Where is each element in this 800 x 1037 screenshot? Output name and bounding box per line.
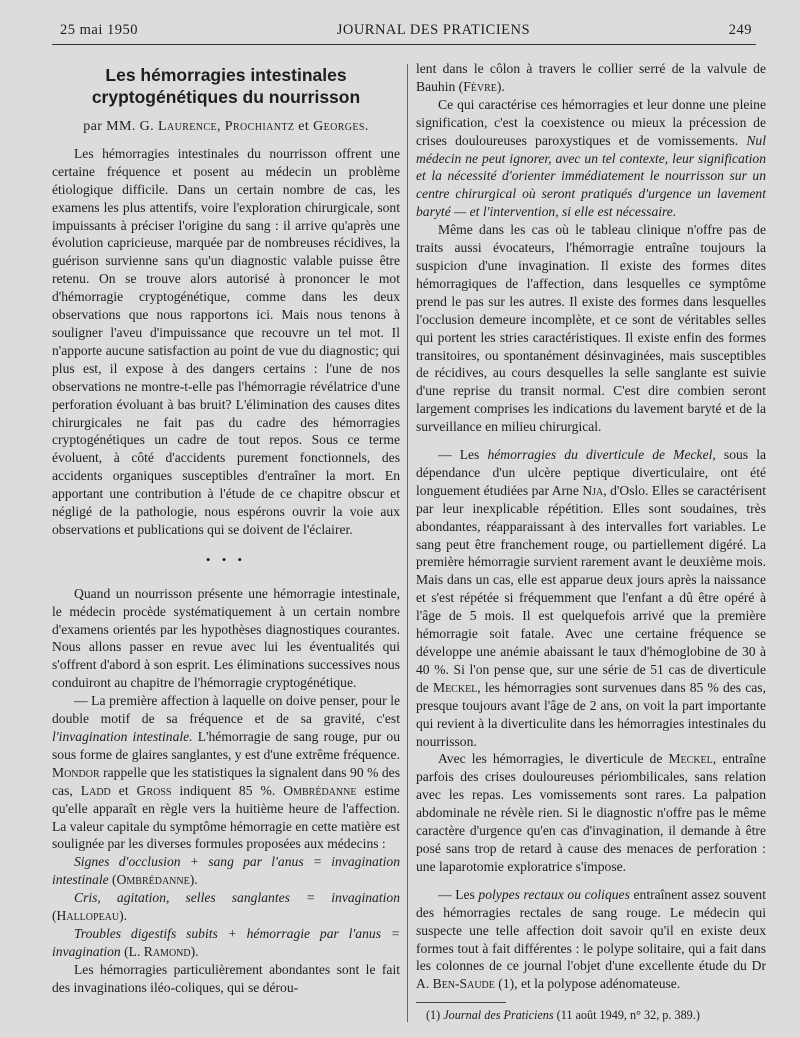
byline-and: et [298, 119, 310, 134]
text: Ce qui caractérise ces hémorragies et leur donne une pleine signification, c'est la coexistence ou mieux la précession de crises douloureuses paroxystiques et de vomissements. [416, 96, 766, 148]
paragraph-clinical-forms: Même dans les cas où le tableau clinique n'offre pas de traits aussi évocateurs, l'hémorragie entraîne toujours la suspicion d'une invagination. Il existe des formes dites hémorragiques de l'affection, dans lesquelles ce symptôme prend le pas sur les autres. Il existe des formes dans lesquelles l'occlusion demeure incomplète, et ce sont de véritables selles qui portent les stries caractéristiques. Il existe enfin des formes transitoires, ou spontanément désinvaginées, mais susceptibles de récidives, au cours desquelles la selle sanglante est suivie d'une reprise du transit normal. C'est dire combien seront largement comprises les indications du lavement baryté et de la surveillance en milieu chirurgical. [416, 222, 766, 435]
text: et [118, 782, 129, 798]
byline-prefix: par MM. G. [83, 119, 155, 134]
term-meckel-name: Meckel [432, 679, 478, 695]
footnote-reference: (11 août 1949, n° 32, p. 389.) [556, 1008, 700, 1023]
paragraph-signification [416, 96, 766, 221]
title-line-2: cryptogénétiques du nourrisson [91, 87, 361, 107]
paragraph-invagination [52, 692, 400, 853]
paragraph-continuation [416, 60, 766, 96]
term-invagination: l'invagination intestinale. [52, 729, 193, 744]
text: — Les [438, 886, 475, 902]
spacer [416, 436, 766, 446]
text: — Les [438, 447, 480, 463]
footnote-journal: Journal des Praticiens [443, 1008, 554, 1023]
emphasis-text: Nul médecin ne peut ignorer, avec un tel contexte, leur signification et la nécessité d'orienter immédiatement le nourrisson sur un centre chirurgical où seront pratiqués d'urgence un lavement baryté — et l'intervention, si elle est nécessaire. [416, 132, 766, 220]
text: rappelle que les statistiques la signalent dans 90 % des cas, [52, 764, 400, 798]
author-ladd: Ladd [80, 782, 111, 798]
term-polyps: polypes rectaux ou coliques [478, 886, 630, 902]
author-ombredanne: Ombrédanne [283, 782, 357, 798]
paragraph-polyps [416, 886, 766, 993]
formula-hallopeau [52, 889, 400, 925]
intro-paragraph: Les hémorragies intestinales du nourrisson offrent une certaine fréquence et posent au médecin un problème étiologique difficile. Dans un certain nombre de cas, les examens les plus attentifs, voire l'exploration chirurgicale, sont impuissants à préciser l'origine du sang : il arrive qu'après une évolution capricieuse, marquée par de nombreuses récidives, la guérison survienne sans qu'un diagnostic valable puisse être retenu. On se trouve alors autorisé à prononcer le mot d'hémorragie cryptogénétique, comme dans les deux observations que nous rapportons ici. Mais nous tenons à souligner l'aveu d'impuissance que recouvre un tel mot. Il n'apporte aucune satisfaction au point de vue du diagnostic; qui plus est, il expose à des dangers certains : l'une de nos observations ne montre-t-elle pas l'hémorragie révélatrice d'une perforation évoluant à bas bruit? L'élimination des causes dites chirurgicales ne fait pas du cadre des hémorragies cryptogénétiques un cadre de tout repos. Sous ce terme évoluent, à côté d'accidents purement fonctionnels, des accidents organiques susceptibles d'entraîner la mort. En apportant une contribution à l'étude de ce chapitre obscur et négligé de la pathologie, nous espérons ouvrir la voie aux observations et publications qui se doivent de l'éclairer. [52, 145, 400, 537]
paragraph-meckel [416, 446, 766, 750]
formula-ramond [52, 925, 400, 961]
text: indiquent 85 %. [179, 782, 276, 798]
footnote-rule [416, 1002, 506, 1003]
spacer [416, 876, 766, 886]
issue-date: 25 mai 1950 [60, 22, 138, 38]
formula-source: (Hallopeau). [52, 908, 128, 924]
footnote [416, 1008, 766, 1023]
formula-source: (L. Ramond). [124, 943, 199, 959]
title-line-1: Les hémorragies intestinales [105, 65, 347, 85]
author-prochiantz: Prochiantz [224, 119, 295, 134]
article-title [52, 64, 400, 108]
author-mondor: Mondor [52, 764, 100, 780]
author-ben-saude: Ben-Saude [432, 976, 495, 992]
text: L'hémorragie de sang rouge, pur ou sous forme de glaires sanglantes, y est d'une extrême fréquence. [52, 729, 400, 762]
formula-ombredanne [52, 853, 400, 889]
text: sous la dépendance d'un ulcère peptique diverticulaire, ont été longuement étudiées par Arne [416, 447, 766, 498]
right-column [416, 60, 766, 1023]
text: , entraîne parfois des crises douloureuses périombilicales, sans relation avec les repas. Les vomissements sont rares. La palpation abdominale ne révèle rien. Si le diagnostic n'offre pas le même caractère d'urgence qu'en cas d'invagination, il demande à être posé sans trop de retard à cause des menaces de perforation : une laparotomie exploratrice s'impose. [416, 751, 766, 874]
left-column [52, 60, 400, 997]
text: Avec les hémorragies, le diverticule de [438, 751, 663, 767]
text: (1), et la polypose adénomateuse. [498, 976, 681, 992]
author-laurence: Laurence [158, 119, 217, 134]
paragraph-meckel-symptoms [416, 750, 766, 875]
section-separator: • • • [205, 551, 247, 567]
journal-name: JOURNAL DES PRATICIENS [336, 22, 531, 38]
author-fevre: Fèvre [463, 78, 497, 94]
text: , d'Oslo. Elles se caractérisent par leur inexplicable répétition. Elles sont soudaines, très abondantes, réapparaissant à des intervalles fort variables. Le sang peut être franchement rouge, ou partiellement digéré. La première hémorragie survient rarement avant le deuxième mois. Mais dans un cas, elle est apparue deux jours après la naissance et s'est répétée si fréquemment que l'enfant a dû être opéré à l'âge de 5 mois. Il est quelquefois arrivé que la première hémorragie soit fatale. Avec une certaine fréquence se développe une anémie abaissant le taux d'hémoglobine de 30 à 40 %. Si l'on pense que, sur une série de 51 cas de diverticule de [416, 482, 767, 695]
column-divider [407, 64, 408, 1022]
formula-source: (Ombrédanne). [112, 872, 198, 888]
text: lent dans le côlon à travers le collier serré de la valvule de Bauhin ( [416, 61, 766, 94]
paragraph-diagnostic-approach: Quand un nourrisson présente une hémorragie intestinale, le médecin procède systématiquement à un certain nombre d'examens orientés par les hypothèses diagnostiques courantes. Nous allons passer en revue avec lui les éventualités qui s'offrent d'abord à son esprit. Les éliminations successives nous conduiront au chapitre de l'hémorragie cryptogénétique. [52, 585, 400, 691]
footnote-marker: (1) [426, 1008, 441, 1023]
paragraph-abundant-hemorrhages: Les hémorragies particulièrement abondantes sont le fait des invaginations iléo-coliques, qui se dérou- [52, 961, 400, 995]
header-rule [52, 44, 756, 45]
text: estime qu'elle apparaît en règle vers la huitième heure de l'affection. La valeur capitale du symptôme hémorragie en cette matière est soulignée par les diverses formules proposées aux médecins : [52, 782, 400, 852]
author-nja: Nja [582, 482, 604, 498]
term-meckel: hémorragies du diverticule de Meckel, [487, 447, 716, 463]
formula-text: Signes d'occlusion + sang par l'anus = invagination intestinale [52, 854, 400, 888]
text: ). [496, 78, 505, 94]
page-number: 249 [728, 22, 752, 38]
formula-text: Cris, agitation, selles sanglantes = invagination [74, 890, 400, 906]
byline: par MM. G. Laurence, Prochiantz et Georges. [83, 119, 369, 134]
text: — La première affection à laquelle on doive penser, pour le double motif de sa fréquence et de sa gravité, c'est [52, 693, 400, 727]
running-head [60, 22, 752, 39]
formula-text: Troubles digestifs subits + hémorragie par l'anus = invagination [52, 925, 400, 959]
term-meckel-name: Meckel [668, 751, 713, 767]
text: entraînent assez souvent des hémorragies rectales de sang rouge. Le médecin qui suspecte une telle affection doit savoir qu'il en existe deux formes tout à fait différentes : le polype solitaire, qui a fait dans les colonnes de ce journal l'objet d'une excellente étude du Dr A. [416, 886, 766, 992]
text: , les hémorragies sont survenues dans 85 % des cas, presque toujours avant l'âge de 2 ans, on voit la part importante qui revient à la diverticulite dans les hémorragies intestinales du nourrisson. [416, 679, 766, 749]
author-gross: Gross [136, 782, 172, 798]
author-georges: Georges. [313, 119, 369, 134]
